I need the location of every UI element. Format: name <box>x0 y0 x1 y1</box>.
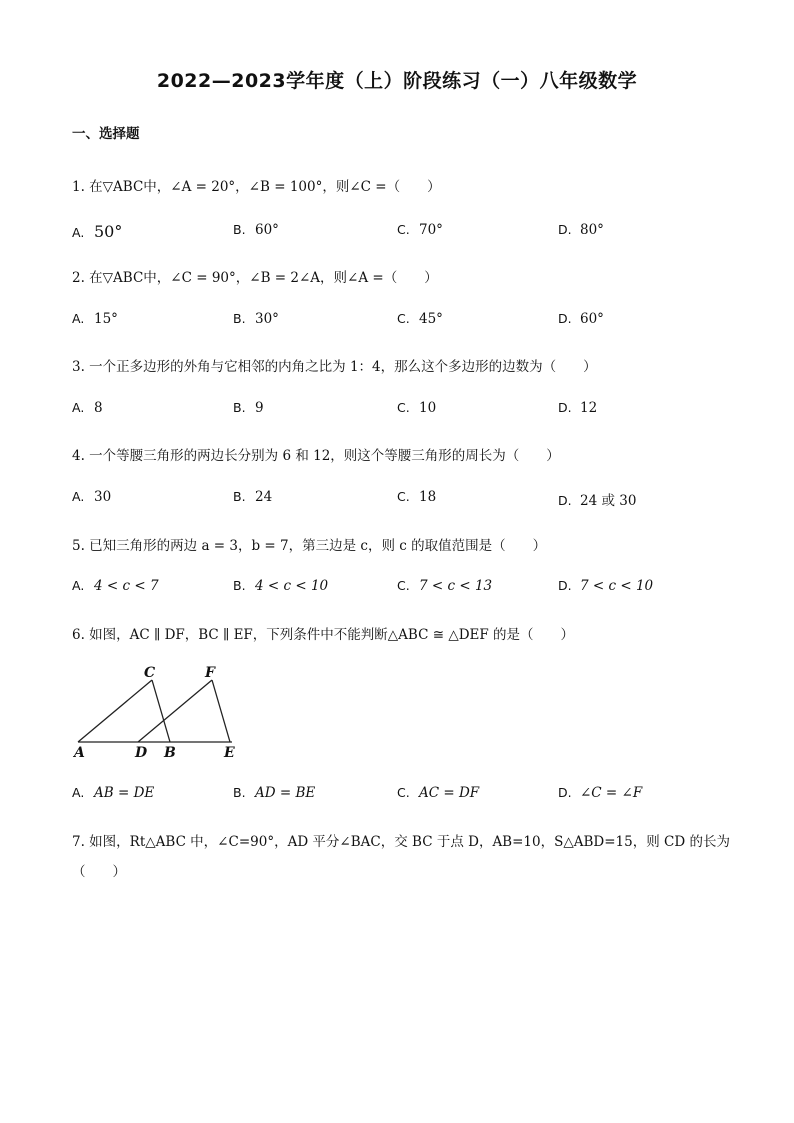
option-c[interactable]: C. AC = DF <box>397 785 480 801</box>
question-7-answer-bracket: （ ） <box>72 864 126 880</box>
option-a[interactable]: A. AB = DE <box>72 785 155 801</box>
option-c-text: 45° <box>419 311 443 327</box>
option-d-text: 80° <box>580 222 604 238</box>
option-d[interactable]: D. 60° <box>558 311 604 327</box>
question-2-stem: 2. 在▽ABC中，∠C = 90°，∠B = 2∠A，则∠A =（ ） <box>72 270 438 286</box>
option-c-text: 10 <box>419 400 437 416</box>
segment-ac <box>78 680 152 742</box>
question-5-stem: 5. 已知三角形的两边 a = 3，b = 7，第三边是 c，则 c 的取值范围是（ ） <box>72 538 547 554</box>
option-c[interactable]: C. 45° <box>397 311 443 327</box>
option-d[interactable]: D. ∠C = ∠F <box>558 785 643 801</box>
label-e: E <box>224 745 235 760</box>
question-5-options <box>72 578 732 598</box>
option-b-text: 60° <box>255 222 279 238</box>
option-a-text: 15° <box>94 311 118 327</box>
question-4-stem: 4. 一个等腰三角形的两边长分别为 6 和 12，则这个等腰三角形的周长为（ ） <box>72 448 560 464</box>
question-1-stem: 1. 在▽ABC中，∠A = 20°，∠B = 100°，则∠C =（ ） <box>72 179 441 195</box>
segment-ef <box>212 680 230 742</box>
question-2-options <box>72 311 732 331</box>
option-b-text: 30° <box>255 311 279 327</box>
option-b[interactable]: B. 60° <box>233 222 279 238</box>
option-b-text: 24 <box>255 489 273 505</box>
segment-bc <box>152 680 170 742</box>
option-c[interactable]: C. 10 <box>397 400 437 416</box>
option-a[interactable]: A. 50° <box>72 222 123 241</box>
option-a-text: 8 <box>94 400 103 416</box>
question-3-stem: 3. 一个正多边形的外角与它相邻的内角之比为 1：4，那么这个多边形的边数为（ ） <box>72 359 597 375</box>
section-heading: 一、选择题 <box>72 126 140 142</box>
label-b: B <box>164 745 176 760</box>
segment-df <box>138 680 212 742</box>
option-d-text: 7 < c < 10 <box>580 578 654 594</box>
option-c[interactable]: C. 18 <box>397 489 437 505</box>
option-d-text: 24 或 30 <box>580 493 637 509</box>
option-b-text: 9 <box>255 400 264 416</box>
question-6-stem: 6. 如图，AC ∥ DF，BC ∥ EF，下列条件中不能判断△ABC ≅ △DEF 的是（ ） <box>72 627 575 643</box>
question-7-stem: 7. 如图，Rt△ABC 中，∠C=90°，AD 平分∠BAC，交 BC 于点 D，AB=10，S△ABD=15，则 CD 的长为 <box>72 834 730 850</box>
option-b[interactable]: B. 30° <box>233 311 279 327</box>
option-c-text: AC = DF <box>419 785 480 801</box>
option-a-text: AB = DE <box>94 785 155 801</box>
label-d: D <box>135 745 148 760</box>
option-b[interactable]: B. 24 <box>233 489 273 505</box>
option-a-text: 50° <box>94 222 123 241</box>
label-a: A <box>74 745 85 760</box>
option-b-text: 4 < c < 10 <box>255 578 329 594</box>
option-d-text: ∠C = ∠F <box>580 785 643 801</box>
label-c: C <box>144 665 156 681</box>
option-a[interactable]: A. 15° <box>72 311 118 327</box>
option-c-text: 18 <box>419 489 437 505</box>
question-3-options <box>72 400 732 420</box>
option-d-text: 60° <box>580 311 604 327</box>
option-c[interactable]: C. 70° <box>397 222 443 238</box>
page-title: 2022—2023学年度（上）阶段练习（一）八年级数学 <box>156 70 638 92</box>
option-d-text: 12 <box>580 400 598 416</box>
option-c-text: 70° <box>419 222 443 238</box>
option-b-text: AD = BE <box>255 785 316 801</box>
option-d[interactable]: D. 24 或 30 <box>558 493 637 509</box>
option-d[interactable]: D. 80° <box>558 222 604 238</box>
question-6-options <box>72 785 732 805</box>
option-b[interactable]: B. 4 < c < 10 <box>233 578 329 594</box>
option-a[interactable]: A. 8 <box>72 400 103 416</box>
option-b[interactable]: B. AD = BE <box>233 785 316 801</box>
option-c-text: 7 < c < 13 <box>419 578 493 594</box>
label-f: F <box>205 665 215 681</box>
option-b[interactable]: B. 9 <box>233 400 264 416</box>
option-d[interactable]: D. 12 <box>558 400 598 416</box>
option-a[interactable]: A. 4 < c < 7 <box>72 578 159 594</box>
question-4-options <box>72 489 732 509</box>
option-a[interactable]: A. 30 <box>72 489 112 505</box>
option-a-text: 30 <box>94 489 112 505</box>
question-1-options <box>72 222 732 242</box>
option-d[interactable]: D. 7 < c < 10 <box>558 578 654 594</box>
option-a-text: 4 < c < 7 <box>94 578 159 594</box>
triangle-figure <box>72 660 242 760</box>
option-c[interactable]: C. 7 < c < 13 <box>397 578 493 594</box>
